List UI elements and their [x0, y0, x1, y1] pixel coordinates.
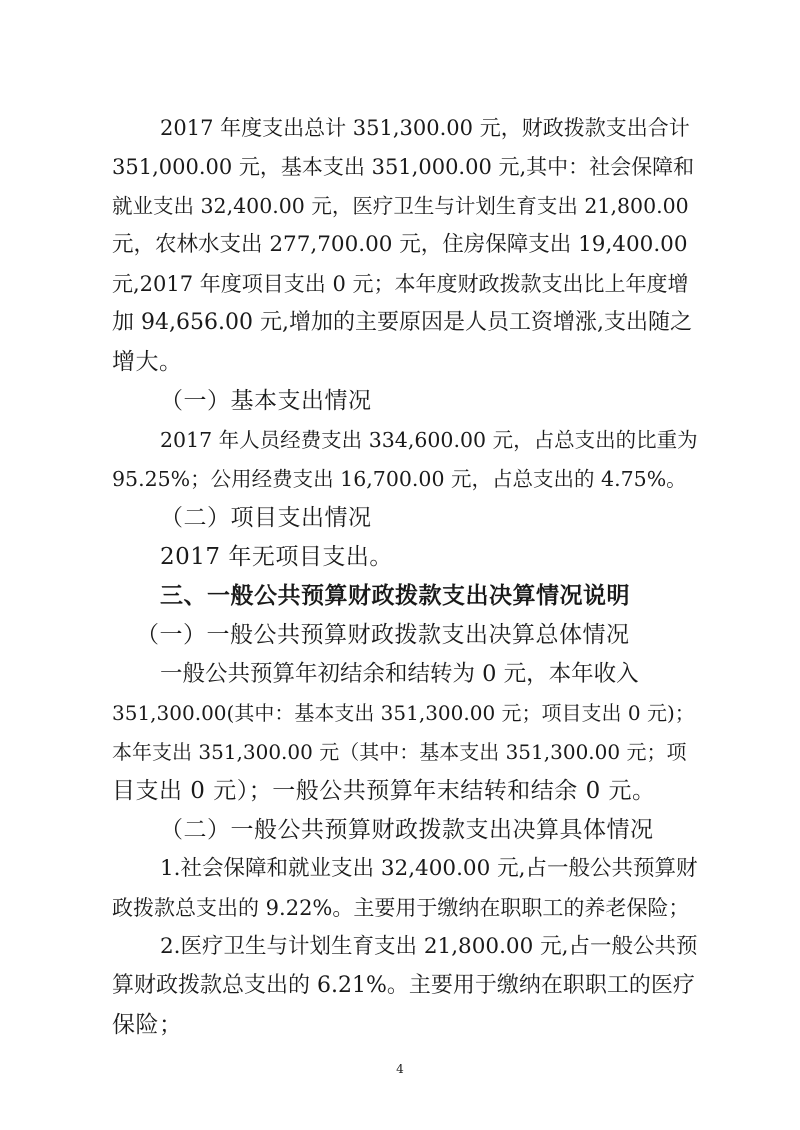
text-line: 2017 年无项目支出。	[160, 544, 393, 570]
text-line: 2.医疗卫生与计划生育支出 21,800.00 元,占一般公共预	[160, 934, 698, 959]
text-line: 351,000.00 元，基本支出 351,000.00 元,其中：社会保障和	[112, 155, 695, 179]
text-line: 2017 年度支出总计 351,300.00 元，财政拨款支出合计	[160, 116, 690, 140]
text-line: 1.社会保障和就业支出 32,400.00 元,占一般公共预算财	[160, 856, 698, 881]
text-line: 2017 年人员经费支出 334,600.00 元，占总支出的比重为	[160, 428, 698, 452]
text-line: 就业支出 32,400.00 元，医疗卫生与计划生育支出 21,800.00	[112, 194, 689, 218]
text-line: 保险；	[112, 1012, 183, 1038]
text-line: 加 94,656.00 元,增加的主要原因是人员工资增涨,支出随之	[112, 310, 692, 335]
text-line: 算财政拨款总支出的 6.21%。主要用于缴纳在职职工的医疗	[112, 973, 695, 998]
text-line: 元，农林水支出 277,700.00 元，住房保障支出 19,400.00	[112, 232, 688, 257]
section-heading: （二）一般公共预算财政拨款支出决算具体情况	[160, 817, 654, 843]
section-heading: （一）基本支出情况	[160, 388, 372, 414]
text-line: 目支出 0 元）；一般公共预算年末结转和结余 0 元。	[112, 778, 656, 804]
text-line: 351,300.00(其中：基本支出 351,300.00 元；项目支出 0 元)；	[112, 701, 695, 725]
text-line: 95.25%；公用经费支出 16,700.00 元，占总支出的 4.75%。	[112, 467, 687, 491]
text-line: 元,2017 年度项目支出 0 元；本年度财政拨款支出比上年度增	[112, 272, 689, 296]
section-heading: （一）一般公共预算财政拨款支出决算总体情况	[136, 622, 630, 648]
text-line: 一般公共预算年初结余和结转为 0 元，本年收入	[160, 661, 639, 687]
section-heading: （二）项目支出情况	[160, 505, 372, 531]
chapter-heading: 三、一般公共预算财政拨款支出决算情况说明	[160, 582, 630, 609]
text-line: 政拨款总支出的 9.22%。主要用于缴纳在职职工的养老保险；	[112, 896, 690, 920]
text-line: 本年支出 351,300.00 元（其中：基本支出 351,300.00 元；项	[112, 740, 687, 764]
text-line: 增大。	[112, 349, 183, 375]
page-number: 4	[396, 1062, 404, 1076]
